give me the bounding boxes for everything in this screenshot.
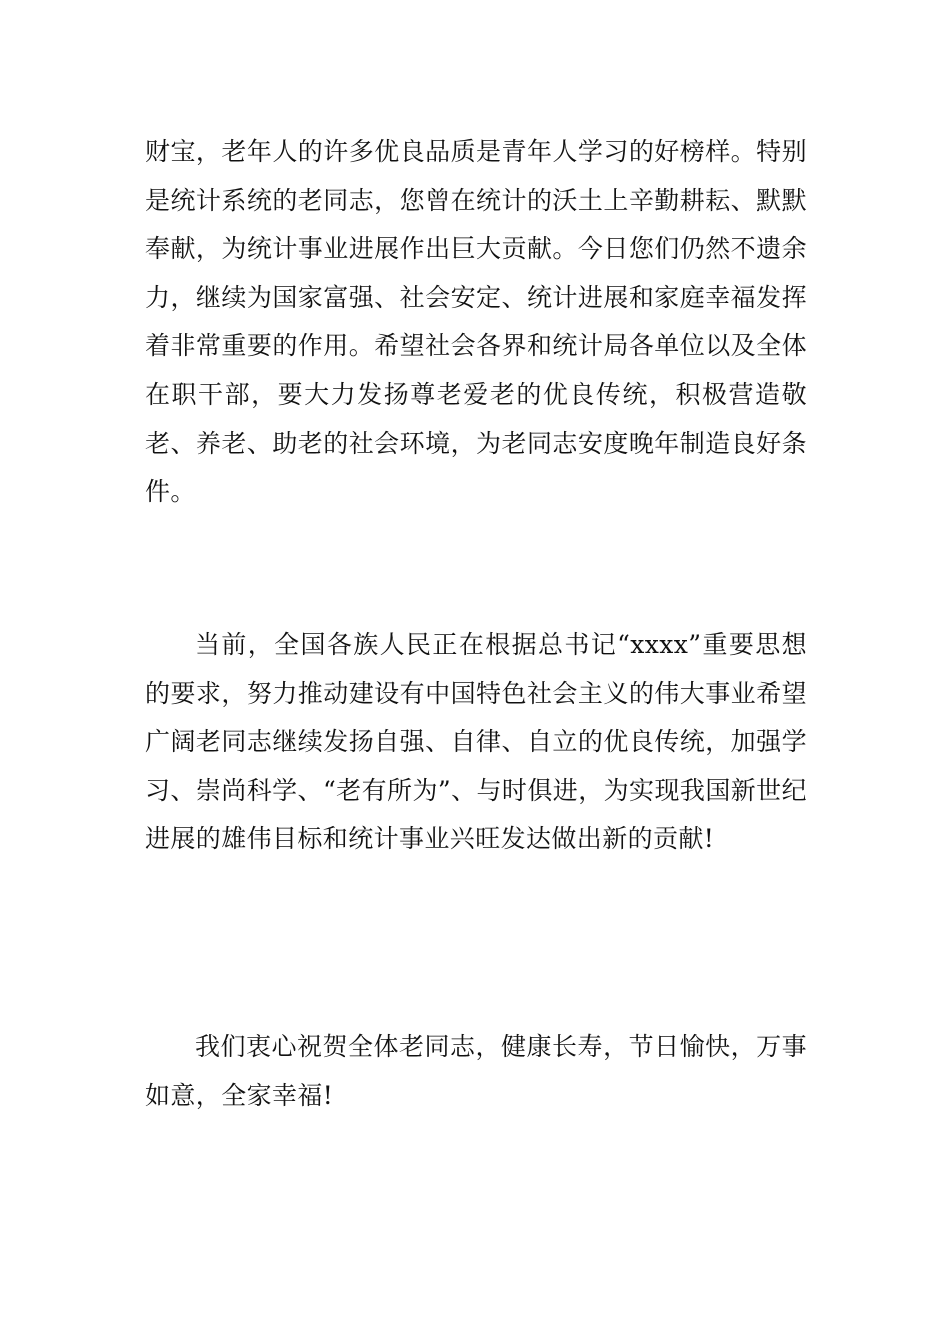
paragraph-closing-wishes: 我们衷心祝贺全体老同志，健康长寿，节日愉快，万事如意，全家幸福! bbox=[145, 1032, 807, 1110]
paragraph-continued: 财宝，老年人的许多优良品质是青年人学习的好榜样。特别是统计系统的老同志，您曾在统计的沃土上辛勤耕耘、默默奉献，为统计事业进展作出巨大贡献。今日您们仍然不遗余力，继续为国家富强、社会安定、统计进展和家庭幸福发挥着非常重要的作用。希望社会各界和统计局各单位以及全体在职干部，要大力发扬尊老爱老的优良传统，积极营造敬老、养老、助老的社会环境，为老同志安度晚年制造良好条件。 bbox=[145, 137, 807, 507]
paragraph-current-situation: 当前，全国各族人民正在根据总书记“xxxx”重要思想的要求，努力推动建设有中国特色社会主义的伟大事业希望广阔老同志继续发扬自强、自律、自立的优良传统，加强学习、崇尚科学、“老有所为”、与时俱进，为实现我国新世纪进展的雄伟目标和统计事业兴旺发达做出新的贡献! bbox=[145, 630, 807, 854]
